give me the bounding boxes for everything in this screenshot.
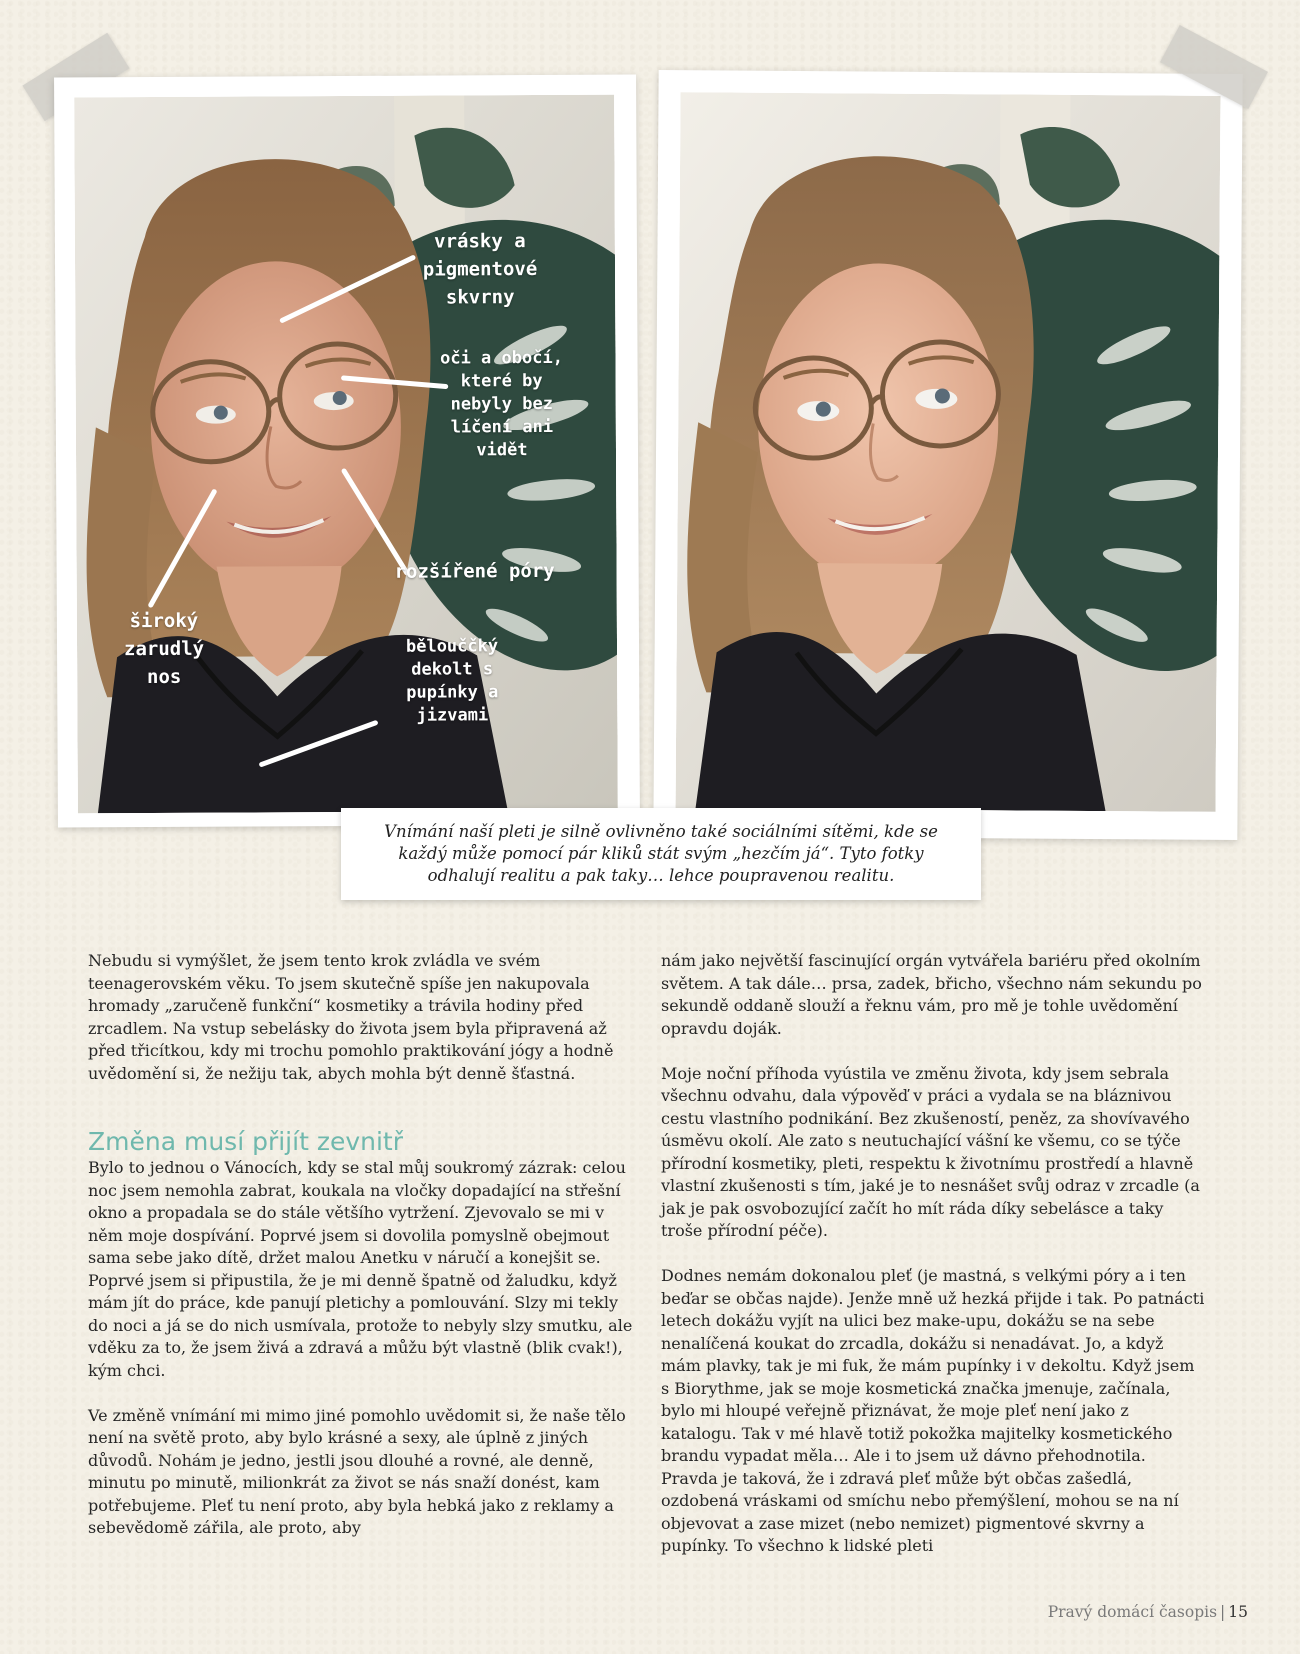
body-paragraph: Moje noční příhoda vyústila ve změnu života, kdy jsem sebrala všechnu odvahu, dala výpověď v práci a vydala se na bláznivou cestu vlastního podnikání. Bez zkušeností, peněz, za shovívavého úsměvu okolí. Ale zato s neutuchající vášní ke všemu, co se týče přírodní kosmetiky, pleti, respektu k životnímu prostředí a hlavně vlastní zkušenosti s tím, jaké je to nesnášet svůj odraz v zrcadle (a jak je pak osvobozující začít ho mít ráda díky sebelásce a taky troše přírodní péče). <box>661 1063 1200 1240</box>
text-column-left <box>88 950 633 1562</box>
annotation-pores: rozšířené póry <box>394 559 555 583</box>
intro-paragraph: Nebudu si vymýšlet, že jsem tento krok zvládla ve svém teenagerovském věku. To jsem skutečně spíše jen nakupovala hromady „zaručeně funkční“ kosmetiky a trávila hodiny před zrcadlem. Na vstup sebelásky do života jsem byla připravená až před třicítkou, kdy mi trochu pomohlo praktikování jógy a hodně uvědomění si, že nežiju tak, abych mohla být denně šťastná. <box>88 951 614 1083</box>
annotation-wrinkles: vrásky a pigmentové skvrny <box>422 230 538 309</box>
body-paragraph: Bylo to jednou o Vánocích, kdy se stal můj soukromý zázrak: celou noc jsem nemohla zabrat, koukala na vločky dopadající na střešní okno a propadala se do stále většího vytržení. Zjevovalo se mi v něm moje dospívání. Poprvé jsem si dovolila pomyslně obejmout sama sebe jako dítě, držet malou Anetku v náručí a konejšit se. Poprvé jsem si připustila, že je mi denně špatně od žaludku, když mám jít do práce, kde panují pletichy a pomlouvání. Slzy mi tekly do noci a já se do nich usmívala, protože to nebyly slzy smutku, ale vděku za to, že jsem živá a zdravá a můžu být vlastně (blik cvak!), kým chci. <box>88 1158 633 1380</box>
annotation-eyes: oči a obočí, které by nebyly bez líčení ani vidět <box>440 347 563 461</box>
photo-frame-before <box>54 74 640 827</box>
portrait-photo-after <box>676 92 1221 812</box>
portrait-photo-before <box>74 95 618 814</box>
portrait-illustration-retouched <box>676 92 1221 812</box>
text-column-right <box>661 950 1206 1580</box>
body-paragraph: Ve změně vnímání mi mimo jiné pomohlo uvědomit si, že naše tělo není na světě proto, aby bylo krásné a sexy, ale úplně z jiných důvodů. Nohám je jedno, jestli jsou dlouhé a rovné, ale denně, minutu po minutě, milionkrát za život se nás snaží donést, kam potřebujeme. Pleť tu není proto, aby byla hebká jako z reklamy a sebevědomě zářila, ale proto, aby <box>88 1405 626 1537</box>
photo-caption: Vnímání naší pleti je silně ovlivněno také sociálními sítěmi, kde se každý může pomocí pár kliků stát svým „hezčím já“. Tyto fotky odhalují realitu a pak taky… lehce poupravenou realitu. <box>384 822 938 885</box>
body-paragraph: Dodnes nemám dokonalou pleť (je mastná, s velkými póry a i ten beďar se občas najde). Jenže mně už hezká přijde i tak. Po patnácti letech dokážu vyjít na ulici bez make-upu, dokážu se na sebe nenalíčená koukat do zrcadla, dokážu si nenadávat. Jo, a když mám plavky, tak je mi fuk, že mám pupínky i v dekoltu. Když jsem s Biorythme, jak se moje kosmetická značka jmenuje, začínala, bylo mi hloupé veřejně přiznávat, že moje pleť není jako z katalogu. Tak v mé hlavě totiž pokožka majitelky kosmetického brandu vypadat měla… Ale i to jsem už dávno přehodnotila. Pravda je taková, že i zdravá pleť může být občas zašedlá, ozdobená vráskami od smíchu nebo přemýšlení, mohou se na ní objevovat a zase mizet (nebo nemizet) pigmentové skvrny a pupínky. To všechno k lidské pleti <box>661 1266 1205 1555</box>
body-paragraph: nám jako největší fascinující orgán vytvářela bariéru před okolním světem. A tak dále… prsa, zadek, břicho, všechno nám sekundu po sekundě oddaně slouží a řeknu vám, pro mě je tohle uvědomění opravdu doják. <box>661 951 1202 1038</box>
annotation-decollete: bělouččký dekolt s pupínky a jizvami <box>405 636 499 726</box>
annotation-nose: široký zarudlý nos <box>123 609 205 689</box>
footer-separator: | <box>1220 1603 1226 1621</box>
page-number: 15 <box>1228 1603 1248 1621</box>
photo-caption-box <box>341 808 981 900</box>
photo-frame-after <box>653 70 1242 840</box>
page-footer <box>1048 1603 1248 1621</box>
section-heading: Změna musí přijít zevnitř <box>88 1127 403 1156</box>
publication-name: Pravý domácí časopis <box>1047 1603 1218 1621</box>
